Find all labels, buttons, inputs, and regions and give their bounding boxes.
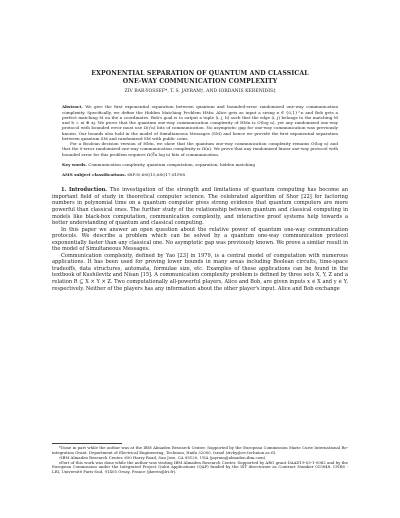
- keywords-text: Communication complexity, quantum computation, separation, hidden matching: [88, 161, 255, 167]
- abstract: [62, 104, 338, 157]
- footnote-2: †IBM Almaden Research Center, 650 Harry Road, San Jose, CA 95120, USA (jayram@almaden.ibm.com).: [59, 454, 267, 460]
- keywords-label: Key words.: [62, 161, 87, 167]
- section-heading: Introduction.: [69, 187, 108, 194]
- footnote-1: *Done in part while the author was at the IBM Almaden Research Center. Supported by the European Commission Marie Curie International Re-integration Grant. Department of Electrical Engineering, Technion, Haifa 32000, Israel (zivby@ee.technion.ac.il).: [52, 445, 348, 455]
- keywords: [62, 162, 338, 167]
- footnote-3: ‡Part of this work was done while the author was visiting IBM Almaden Research Center. Supported by ARO grant DAAD19-03-1-0082 and by the European Commission under the Integrated Project Qubit Applications (QAP) funded by the IST directorate as Contract Number 015848. CNRS - LRI, Université Paris-Sud, 91405 Orsay, France (jkeren@lri.fr).: [52, 459, 348, 475]
- author-list: ZIV BAR-YOSSEF*, T. S. JAYRAM†, AND IORDANIS KERENIDIS‡: [124, 89, 276, 95]
- intro-paragraph-2: In this paper we answer an open question about the relative power of quantum one-way communication protocols. We describe a problem which can be solved by a quantum one-way communication protocol exponentially faster than any classical one. No asymptotic gap was previously known. We prove a similar result in the model of Simultaneous Messages.: [52, 226, 348, 253]
- footnote-rule: [52, 443, 122, 444]
- abstract-paragraph-1: [62, 104, 338, 141]
- title-line-1: EXPONENTIAL SEPARATION OF QUANTUM AND CLASSICAL: [91, 70, 309, 77]
- abstract-label: Abstract.: [62, 104, 83, 110]
- paper-page: [52, 70, 348, 292]
- footnotes: [52, 443, 348, 475]
- ams-label: AMS subject classifications.: [62, 172, 126, 178]
- abstract-paragraph-2: For a Boolean decision version of HMn, we show that the quantum one-way communication complexity remains O(log n) and that the 0-error randomized one-way communication complexity is Ω(n). We prove that any randomized linear one-way protocol with bounded error for this problem requires Ω(∛n log n) bits of communication.: [62, 141, 338, 157]
- title-line-2: ONE-WAY COMMUNICATION COMPLEXITY: [122, 78, 278, 86]
- abstract-text-1: We give the first exponential separation between quantum and bounded-error randomized one-way communication complexity. Specifically, we define the Hidden Matching Problem HMn: Alice gets as input a string x ∈ {0,1}^n and Bob gets a perfect matching M on the n coordinates. Bob's goal is to output a tuple ⟨i, j, b⟩ such that the edge (i, j) belongs to the matching M and b = xi ⊕ xj. We prove that the quantum one-way communication complexity of HMn is O(log n), yet any randomized one-way protocol with bounded error must use Ω(√n) bits of communication. No asymptotic gap for one-way communication was previously known. Our bounds also hold in the model of Simultaneous Messages (SM) and hence we provide the first exponential separation between quantum SM and randomized SM with public coins.: [62, 104, 338, 141]
- intro-text-1: The investigation of the strength and limitations of quantum computing has become an important field of study in theoretical computer science. The celebrated algorithm of Shor [22] for factoring numbers in polynomial time on a quantum computer gives strong evidence that quantum computers are more powerful than classical ones. The further study of the relationship between quantum and classical computing in models like black-box computation, communication complexity, and interactive proof systems help towards a better understanding of quantum and classical computing.: [52, 187, 349, 227]
- intro-paragraph-3: Communication complexity, defined by Yao [23] in 1979, is a central model of computation with numerous applications. It has been used for proving lower bounds in many areas including Boolean circuits, time-space tradeoffs, data structures, automata, formulae size, etc. Examples of these applications can be found in the textbook of Kushilevitz and Nisan [15]. A communication complexity problem is defined by three sets X, Y, Z and a relation R ⊆ X × Y × Z. Two computationally all-powerful players, Alice and Bob, are given inputs x ∈ X and y ∈ Y, respectively. Neither of the players has any information about the other player's input. Alice and Bob exchange: [52, 252, 348, 292]
- section-number: 1.: [61, 187, 67, 194]
- ams-text: 68P30,68Q15,68Q17,81P68: [127, 172, 186, 178]
- intro-paragraph-1: [52, 187, 348, 226]
- paper-body: [52, 187, 348, 292]
- paper-title: [52, 70, 348, 86]
- ams-classifications: [62, 172, 338, 177]
